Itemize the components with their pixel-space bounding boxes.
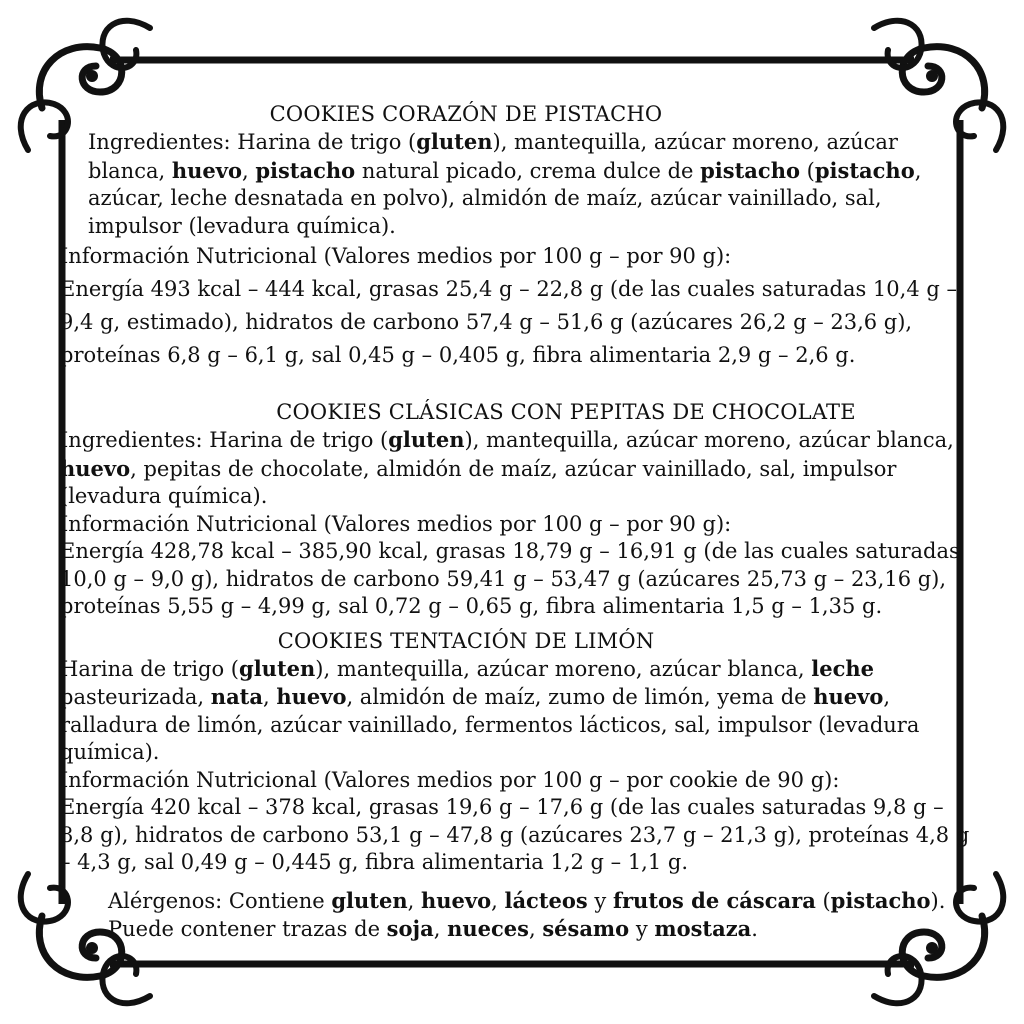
- allergen-highlight: mostaza: [654, 915, 752, 941]
- text-run: .: [751, 916, 758, 941]
- text-run: ,: [528, 916, 543, 941]
- text-run: ,: [433, 916, 448, 941]
- text-run: , ralladura de limón, azúcar vainillado, fermentos lácticos, sal, impulsor (levadura química).: [60, 685, 920, 764]
- text-run: ,: [241, 158, 256, 183]
- allergen-highlight: nueces: [447, 915, 529, 941]
- ingredients-text: [60, 426, 972, 511]
- text-run: Harina de trigo (: [60, 656, 240, 681]
- section-chocolate: [60, 398, 972, 621]
- text-run: Ingredientes: Harina de trigo (: [88, 130, 417, 154]
- text-run: y: [587, 888, 613, 913]
- allergen-highlight: soja: [386, 915, 434, 941]
- allergen-highlight: leche: [811, 655, 874, 681]
- text-run: Ingredientes: Harina de trigo (: [60, 428, 389, 452]
- text-run: ), mantequilla, azúcar moreno, azúcar blanca,: [315, 656, 812, 681]
- text-run: (: [815, 888, 831, 913]
- nutrition-heading: Información Nutricional (Valores medios por 100 g – por cookie de 90 g):: [60, 767, 840, 792]
- allergen-highlight: huevo: [60, 455, 131, 481]
- allergen-highlight: nata: [210, 684, 263, 709]
- text-run: y: [629, 916, 655, 941]
- nutrition-heading: Información Nutricional (Valores medios por 100 g – por 90 g):: [60, 244, 732, 268]
- section-title: COOKIES TENTACIÓN DE LIMÓN: [277, 628, 655, 653]
- text-run: ), mantequilla, azúcar moreno, azúcar blanca,: [464, 428, 954, 452]
- text-run: , pepitas de chocolate, almidón de maíz, azúcar vainillado, sal, impulsor (levadura química).: [60, 456, 897, 508]
- allergen-highlight: huevo: [421, 887, 492, 913]
- section-title: COOKIES CLÁSICAS CON PEPITAS DE CHOCOLATE: [276, 400, 856, 424]
- text-run: ). Puede contener trazas de: [108, 888, 946, 941]
- ingredients-text: [60, 128, 972, 240]
- allergen-highlight: gluten: [239, 655, 316, 681]
- allergen-highlight: pistacho: [830, 887, 931, 913]
- text-run: ,: [407, 888, 421, 913]
- text-run: (: [799, 158, 815, 183]
- text-run: ), mantequilla, azúcar moreno, azúcar blanca,: [88, 130, 898, 183]
- nutrition-values: Energía 428,78 kcal – 385,90 kcal, grasas 18,79 g – 16,91 g (de las cuales saturadas 10,0 g – 9,0 g), hidratos de carbono 59,41 g – 53,47 g (azúcares 25,73 g – 23,16 g), proteínas 5,55 g – 4,99 g, sal 0,72 g – 0,65 g, fibra alimentaria 1,5 g – 1,35 g.: [60, 539, 960, 618]
- text-run: ,: [491, 888, 505, 913]
- text-run: Alérgenos: Contiene: [108, 888, 332, 913]
- allergen-highlight: lácteos: [504, 887, 588, 913]
- text-run: pasteurizada,: [60, 685, 211, 709]
- nutrition-values: Energía 493 kcal – 444 kcal, grasas 25,4 g – 22,8 g (de las cuales saturadas 10,4 g – 9,4 g, estimado), hidratos de carbono 57,4 g – 51,6 g (azúcares 26,2 g – 23,6 g), proteínas 6,8 g – 6,1 g, sal 0,45 g – 0,405 g, fibra alimentaria 2,9 g – 2,6 g.: [60, 277, 957, 367]
- allergen-highlight: pistacho: [814, 157, 915, 183]
- text-run: ,: [262, 685, 277, 709]
- allergen-highlight: gluten: [416, 129, 493, 154]
- nutrition-heading: Información Nutricional (Valores medios por 100 g – por 90 g):: [60, 511, 732, 536]
- allergen-highlight: pistacho: [700, 157, 800, 183]
- section-limon: [60, 627, 972, 877]
- label-content: [60, 100, 972, 943]
- text-run: natural picado, crema dulce de: [355, 158, 701, 183]
- ingredients-text: [60, 655, 972, 767]
- nutrition-values: Energía 420 kcal – 378 kcal, grasas 19,6 g – 17,6 g (de las cuales saturadas 9,8 g – 8,8 g), hidratos de carbono 53,1 g – 47,8 g (azúcares 23,7 g – 21,3 g), proteínas 4,8 g – 4,3 g, sal 0,49 g – 0,445 g, fibra alimentaria 1,2 g – 1,1 g.: [60, 795, 970, 874]
- text-run: , azúcar, leche desnatada en polvo), almidón de maíz, azúcar vainillado, sal, impulsor (levadura química).: [88, 158, 922, 238]
- allergen-highlight: huevo: [276, 684, 347, 709]
- allergen-highlight: gluten: [331, 887, 408, 913]
- allergen-highlight: huevo: [171, 157, 242, 183]
- section-pistacho: [60, 100, 972, 372]
- allergen-highlight: huevo: [813, 684, 884, 709]
- allergen-highlight: frutos de cáscara: [612, 887, 816, 913]
- allergens-statement: [108, 887, 972, 943]
- allergen-highlight: sésamo: [542, 915, 630, 941]
- text-run: , almidón de maíz, zumo de limón, yema de: [346, 685, 814, 709]
- section-title: COOKIES CORAZÓN DE PISTACHO: [269, 102, 663, 126]
- allergen-highlight: gluten: [388, 427, 465, 452]
- allergen-highlight: pistacho: [255, 157, 356, 183]
